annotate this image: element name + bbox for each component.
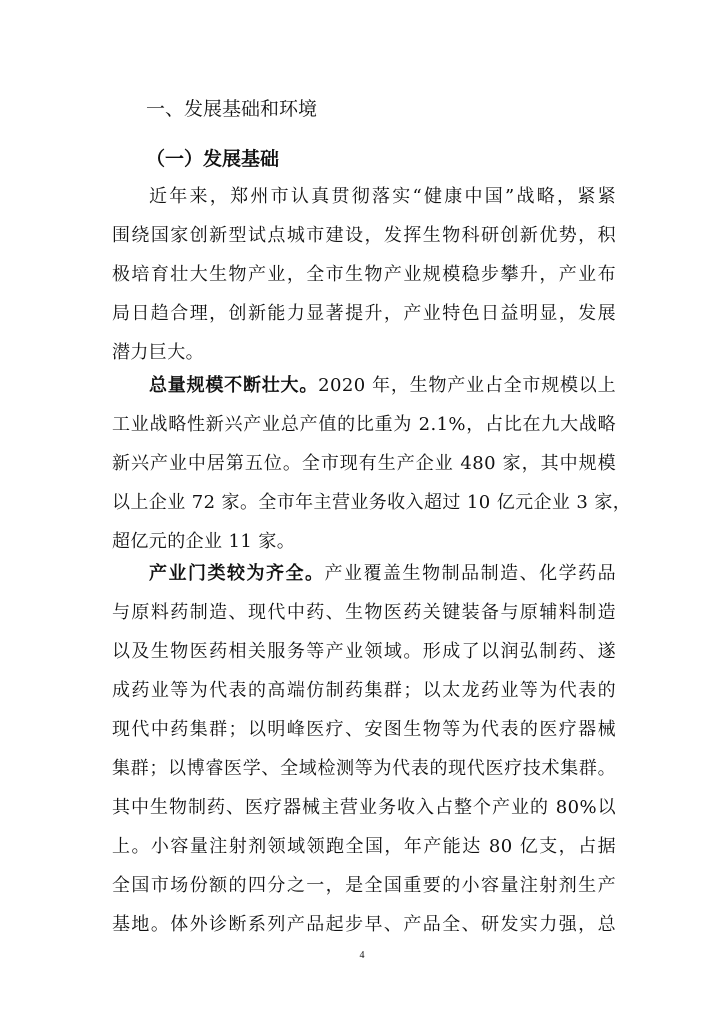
paragraph-line: 现代中药集群；以明峰医疗、安图生物等为代表的医疗器械: [112, 719, 616, 740]
paragraph-lead: 产业门类较为齐全。: [149, 563, 325, 584]
paragraph-line: 成药业等为代表的高端仿制药集群；以太龙药业等为代表的: [112, 680, 616, 701]
paragraph-line: 极培育壮大生物产业，全市生物产业规模稳步攀升，产业布: [112, 264, 616, 285]
paragraph-lead: 总量规模不断壮大。: [149, 375, 319, 396]
paragraph-line: 以及生物医药相关服务等产业领域。形成了以润弘制药、遂: [112, 641, 616, 662]
paragraph-line-rest: 产业覆盖生物制品制造、化学药品: [324, 563, 617, 584]
paragraph-line-rest: 2020 年，生物产业占全市规模以上: [318, 375, 616, 396]
paragraph-line: 局日趋合理，创新能力显著提升，产业特色日益明显，发展: [112, 303, 616, 324]
paragraph-line: 其中生物制药、医疗器械主营业务收入占整个产业的 80%以: [112, 797, 616, 818]
paragraph-line: 超亿元的企业 11 家。: [112, 531, 296, 552]
paragraph-line: 集群；以博睿医学、全域检测等为代表的现代医疗技术集群。: [112, 758, 616, 779]
paragraph-line: 上。小容量注射剂领域领跑全国，年产能达 80 亿支，占据: [112, 836, 616, 857]
paragraph-line: 全国市场份额的四分之一，是全国重要的小容量注射剂生产: [112, 875, 616, 896]
subsection-heading: （一）发展基础: [146, 148, 280, 170]
paragraph-overview: [112, 177, 616, 372]
paragraph-line: [112, 554, 616, 593]
paragraph-line: 基地。体外诊断系列产品起步早、产品全、研发实力强，总: [112, 914, 616, 935]
paragraph-scale: [112, 366, 632, 561]
page-number: 4: [359, 950, 365, 961]
paragraph-categories: [112, 554, 616, 944]
paragraph-line: 以上企业 72 家。全市年主营业务收入超过 10 亿元企业 3 家，: [112, 492, 632, 513]
paragraph-line: 潜力巨大。: [112, 342, 204, 363]
section-heading: 一、发展基础和环境: [146, 98, 318, 120]
paragraph-line: 与原料药制造、现代中药、生物医药关键装备与原辅料制造: [112, 602, 616, 623]
paragraph-line: 近年来，郑州市认真贯彻落实“健康中国”战略，紧紧: [149, 186, 616, 207]
paragraph-line: 新兴产业中居第五位。全市现有生产企业 480 家，其中规模: [112, 453, 616, 474]
paragraph-line: 围绕国家创新型试点城市建设，发挥生物科研创新优势，积: [112, 225, 616, 246]
paragraph-line: [112, 366, 616, 405]
paragraph-line: 工业战略性新兴产业总产值的比重为 2.1%，占比在九大战略: [112, 414, 616, 435]
